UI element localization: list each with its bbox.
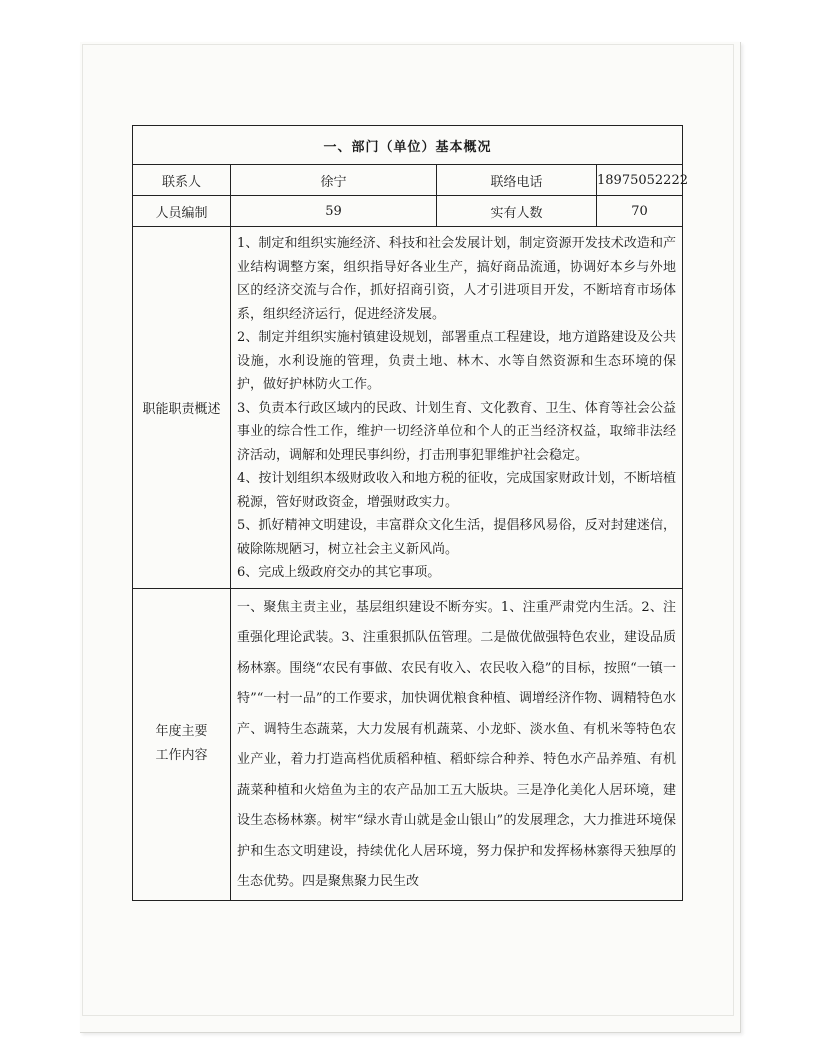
duty-item: 4、按计划组织本级财政收入和地方税的征收，完成国家财政计划，不断培植税源，管好财政资金，增强财政实力。	[237, 471, 677, 510]
contact-value: 徐宁	[231, 165, 437, 196]
actual-staff-label: 实有人数	[437, 196, 597, 227]
duties-content	[231, 227, 683, 589]
basic-info-table	[132, 125, 688, 901]
duty-item: 1、制定和组织实施经济、科技和社会发展计划，制定资源开发技术改造和产业结构调整方案，组织指导好各业生产，搞好商品流通，协调好本乡与外地区的经济交流与合作，抓好招商引资，人才引进项目开发，不断培育市场体系，组织经济运行，促进经济发展。	[237, 236, 677, 322]
staffing-label: 人员编制	[133, 196, 231, 227]
duty-item: 2、制定并组织实施村镇建设规划，部署重点工程建设，地方道路建设及公共设施，水利设施的管理，负责土地、林木、水等自然资源和生态环境的保护，做好护林防火工作。	[237, 330, 677, 392]
duty-item: 6、完成上级政府交办的其它事项。	[237, 565, 441, 580]
work-label-line1: 年度主要	[155, 724, 208, 739]
work-label	[133, 588, 231, 900]
contact-row	[133, 165, 683, 196]
phone-label: 联络电话	[437, 165, 597, 196]
actual-staff-value: 70	[597, 196, 683, 227]
staffing-value: 59	[231, 196, 437, 227]
duty-item: 5、抓好精神文明建设，丰富群众文化生活，提倡移风易俗，反对封建迷信，破除陈规陋习，树立社会主义新风尚。	[237, 518, 677, 557]
contact-label: 联系人	[133, 165, 231, 196]
staffing-row	[133, 196, 683, 227]
table-title: 一、部门（单位）基本概况	[133, 126, 683, 165]
duties-label: 职能职责概述	[133, 227, 231, 589]
duty-item: 3、负责本行政区域内的民政、计划生育、文化教育、卫生、体育等社会公益事业的综合性工作，维护一切经济单位和个人的正当经济权益，取缔非法经济活动，调解和处理民事纠纷，打击刑事犯罪维护社会稳定。	[237, 400, 677, 463]
duties-row	[133, 227, 683, 589]
work-label-line2: 工作内容	[155, 748, 208, 763]
title-row	[133, 126, 683, 165]
phone-value: 18975052222	[597, 165, 683, 196]
work-content: 一、聚焦主责主业，基层组织建设不断夯实。1、注重严肃党内生活。2、注重强化理论武装。3、注重狠抓队伍管理。二是做优做强特色农业，建设品质杨林寨。围绕“农民有事做、农民有收入、农民收入稳”的目标，按照“一镇一特”“一村一品”的工作要求，加快调优粮食种植、调增经济作物、调精特色水产、调特生态蔬菜，大力发展有机蔬菜、小龙虾、淡水鱼、有机米等特色农业产业，着力打造高档优质稻种植、稻虾综合种养、特色水产品养殖、有机蔬菜种植和火焙鱼为主的农产品加工五大版块。三是净化美化人居环境，建设生态杨林寨。树牢“绿水青山就是金山银山”的发展理念，大力推进环境保护和生态文明建设，持续优化人居环境，努力保护和发挥杨林寨得天独厚的生态优势。四是聚焦聚力民生改	[231, 588, 683, 900]
work-row	[133, 588, 683, 900]
